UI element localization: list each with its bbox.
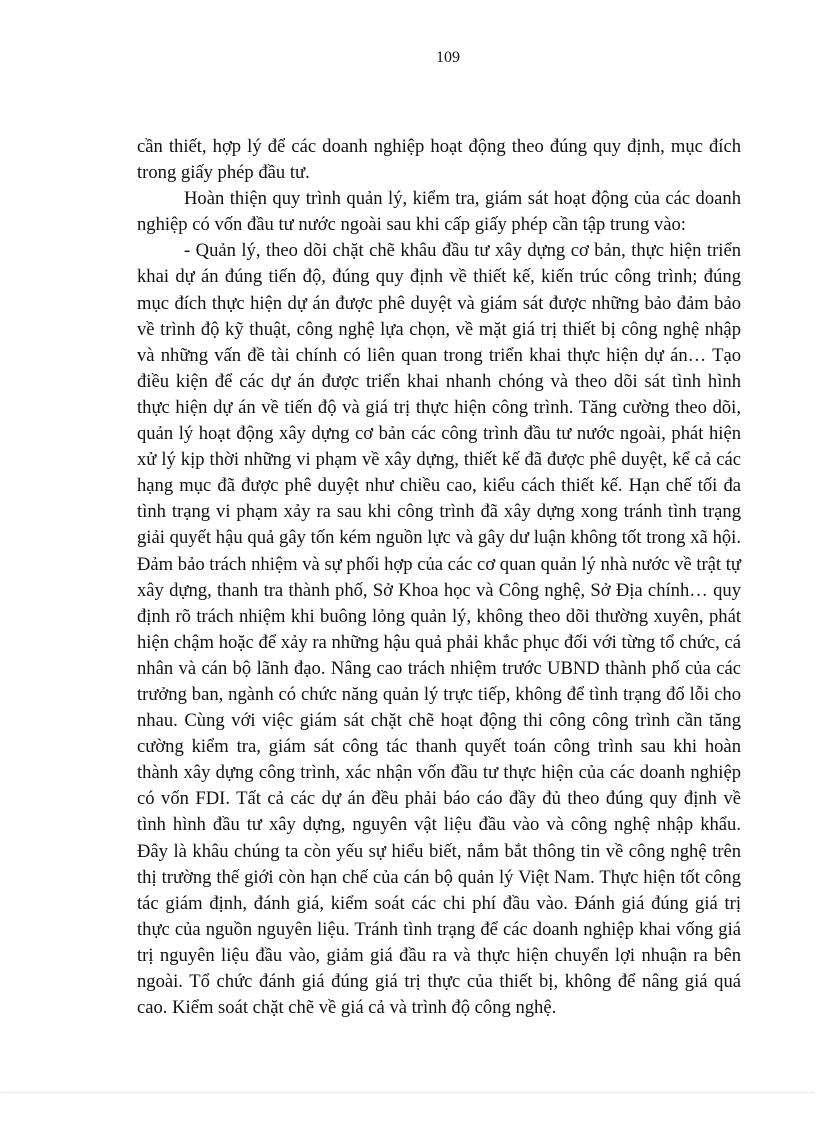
paragraph-continuation: cần thiết, hợp lý để các doanh nghiệp hoạt động theo đúng quy định, mục đích trong giấy phép đầu tư. [137, 136, 741, 184]
page-number: 109 [436, 49, 460, 66]
paragraph-intro: Hoàn thiện quy trình quản lý, kiểm tra, giám sát hoạt động của các doanh nghiệp có vốn đầu tư nước ngoài sau khi cấp giấy phép cần tập trung vào: [137, 188, 741, 236]
paragraph-bullet-management: - Quản lý, theo dõi chặt chẽ khâu đầu tư xây dựng cơ bản, thực hiện triển khai dự án đúng tiến độ, đúng quy định về thiết kế, kiến trúc công trình; đúng mục đích thực hiện dự án được phê duyệt và giám sát được những bảo đảm bảo về trình độ kỹ thuật, công nghệ lựa chọn, về mặt giá trị thiết bị công nghệ nhập và những vấn đề tài chính có liên quan trong triển khai thực hiện dự án… Tạo điều kiện để các dự án được triển khai nhanh chóng và theo dõi sát tình hình thực hiện dự án về tiến độ và giá trị thực hiện công trình. Tăng cường theo dõi, quản lý hoạt động xây dựng cơ bản các công trình đầu tư nước ngoài, phát hiện xử lý kịp thời những vi phạm về xây dựng, thiết kế đã được phê duyệt, kể cả các hạng mục đã được phê duyệt như chiều cao, kiểu cách thiết kế. Hạn chế tối đa tình trạng vi phạm xảy ra sau khi công trình đã xây dựng xong tránh tình trạng giải quyết hậu quả gây tốn kém nguồn lực và gây dư luận không tốt trong xã hội. Đảm bảo trách nhiệm và sự phối hợp của các cơ quan quản lý nhà nước về trật tự xây dựng, thanh tra thành phố, Sở Khoa học và Công nghệ, Sở Địa chính… quy định rõ trách nhiệm khi buông lỏng quản lý, không theo dõi thường xuyên, phát hiện chậm hoặc để xảy ra những hậu quả phải khắc phục đối với từng tổ chức, cá nhân và cán bộ lãnh đạo. Nâng cao trách nhiệm trước UBND thành phố của các trưởng ban, ngành có chức năng quản lý trực tiếp, không để tình trạng đổ lỗi cho nhau. Cùng với việc giám sát chặt chẽ hoạt động thi công công trình cần tăng cường kiểm tra, giám sát công tác thanh quyết toán công trình sau khi hoàn thành xây dựng công trình, xác nhận vốn đầu tư thực hiện của các doanh nghiệp có vốn FDI. Tất cả các dự án đều phải báo cáo đầy đủ theo đúng quy định về tình hình đầu tư xây dựng, nguyên vật liệu đầu vào và công nghệ nhập khẩu. Đây là khâu chúng ta còn yếu sự hiểu biết, nắm bắt thông tin về công nghệ trên thị trường thế giới còn hạn chế của cán bộ quản lý Việt Nam. Thực hiện tốt công tác giám định, đánh giá, kiểm soát các chi phí đầu vào. Đánh giá đúng giá trị thực của nguồn nguyên liệu. Tránh tình trạng để các doanh nghiệp khai vống giá trị nguyên liệu đầu vào, giảm giá đầu ra và thực hiện chuyển lợi nhuận ra bên ngoài. Tổ chức đánh giá đúng giá trị thực của thiết bị, không để nâng giá quá cao. Kiểm soát chặt chẽ về giá cả và trình độ công nghệ. [137, 240, 741, 1019]
page-bottom-divider [2, 1092, 814, 1093]
document-body [137, 134, 741, 1021]
